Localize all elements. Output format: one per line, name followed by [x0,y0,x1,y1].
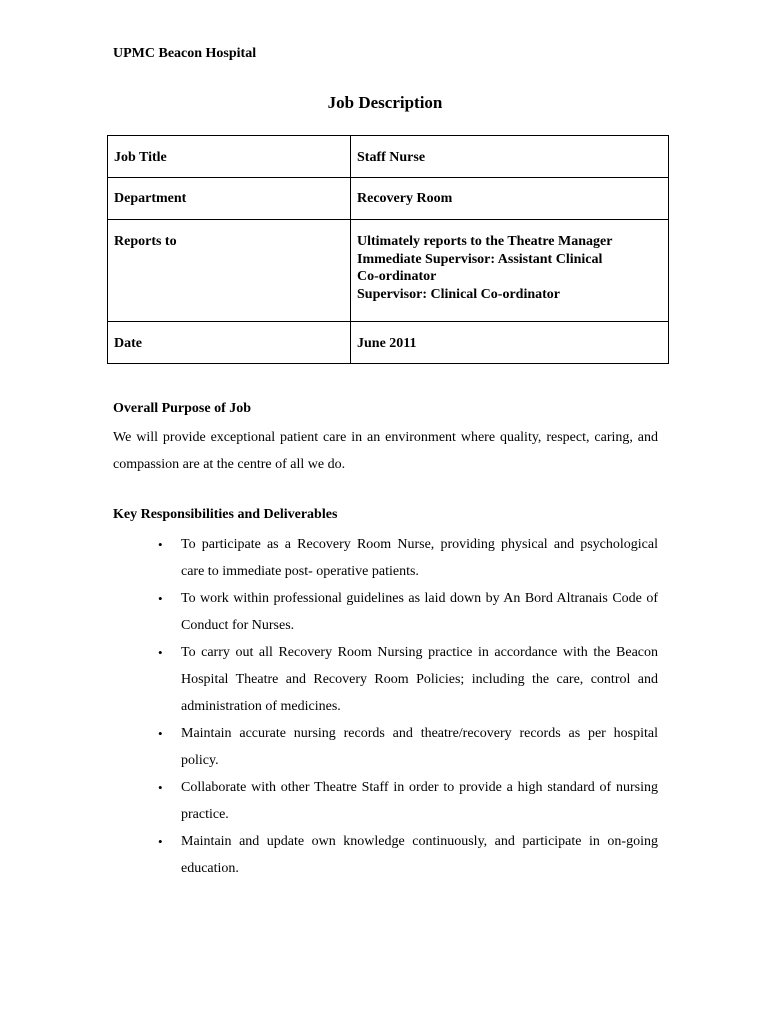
job-info-table [107,135,669,364]
list-item [158,720,658,774]
list-item-text: To work within professional guidelines as laid down by An Bord Altranais Code of Conduct for Nurses. [181,591,658,633]
list-item-text: Collaborate with other Theatre Staff in order to provide a high standard of nursing practice. [181,780,658,822]
list-item-text: To participate as a Recovery Room Nurse, providing physical and psychological care to immediate post- operative patients. [181,537,658,579]
date-value: June 2011 [351,322,669,364]
list-item-text: To carry out all Recovery Room Nursing practice in accordance with the Beacon Hospital Theatre and Recovery Room Policies; including the care, control and administration of medicines. [181,645,658,714]
list-item [158,828,658,882]
job-title-label: Job Title [108,136,351,178]
reports-to-line: Immediate Supervisor: Assistant Clinical [357,251,603,267]
bullet-icon: • [158,537,163,552]
date-label: Date [108,322,351,364]
purpose-text: We will provide exceptional patient care in an environment where quality, respect, caring, and compassion are at the centre of all we do. [113,430,658,472]
reports-to-line: Supervisor: Clinical Co-ordinator [357,286,560,302]
table-row [108,220,669,322]
job-title-value: Staff Nurse [351,136,669,178]
reports-to-value [351,220,669,322]
department-label: Department [108,178,351,220]
list-item [158,774,658,828]
reports-to-line: Co-ordinator [357,269,437,284]
bullet-icon: • [158,834,163,849]
department-value: Recovery Room [351,178,669,220]
purpose-heading: Overall Purpose of Job [113,401,252,416]
table-row [108,322,669,364]
bullet-icon: • [158,645,163,660]
list-item [158,639,658,720]
document-title: Job Description [327,93,443,112]
reports-to-line: Ultimately reports to the Theatre Manager [357,234,613,249]
responsibilities-heading: Key Responsibilities and Deliverables [113,507,338,522]
reports-to-label: Reports to [108,220,351,322]
list-item [158,585,658,639]
table-row [108,136,669,178]
list-item-text: Maintain accurate nursing records and theatre/recovery records as per hospital policy. [181,726,658,768]
responsibilities-list [158,531,658,882]
bullet-icon: • [158,591,163,606]
list-item [158,531,658,585]
hospital-name: UPMC Beacon Hospital [113,46,257,61]
bullet-icon: • [158,726,163,741]
list-item-text: Maintain and update own knowledge continuously, and participate in on-going education. [181,834,658,876]
bullet-icon: • [158,780,163,795]
table-row [108,178,669,220]
